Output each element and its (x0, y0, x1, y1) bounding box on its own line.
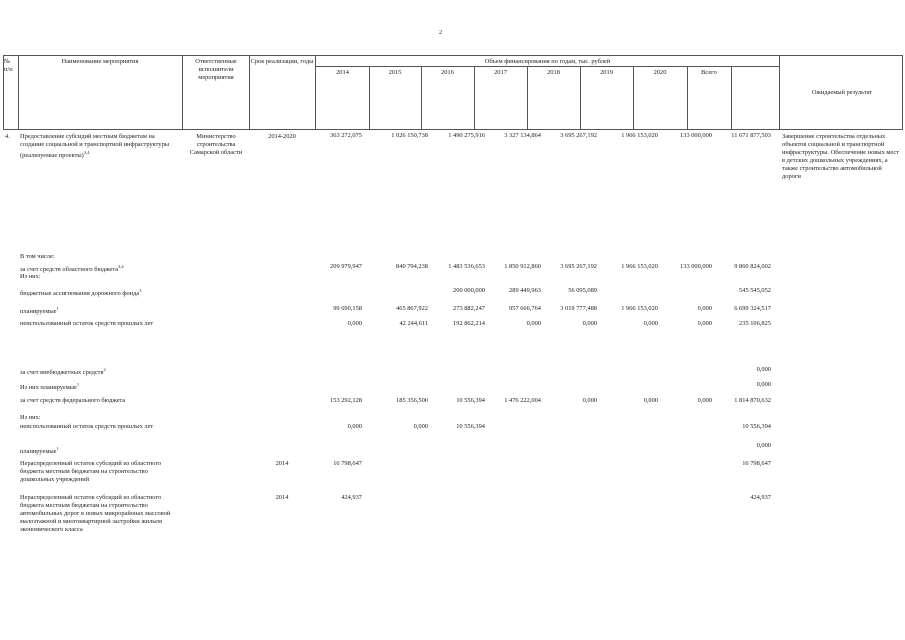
line-label: Из них планируемые$^1$ (20, 382, 80, 392)
value-cell: 1 490 275,916 (448, 132, 485, 139)
value-cell: 235 106,825 (739, 320, 771, 327)
line-label: неиспользованный остаток средств прошлых лет (20, 320, 154, 327)
value-cell: 363 272,075 (330, 132, 362, 139)
line-label: за счет средств областного бюджета$^{3,4}$ (20, 264, 124, 274)
value-cell: 273 882,247 (453, 305, 485, 312)
value-cell: 1 483 536,653 (448, 263, 485, 270)
value-cell: 192 862,214 (453, 320, 485, 327)
value-cell: 42 244,611 (399, 320, 428, 327)
value-cell: 16 798,647 (333, 460, 362, 467)
value-cell: 16 798,647 (742, 460, 771, 467)
value-cell: 209 979,947 (330, 263, 362, 270)
value-cell: 1 850 912,860 (504, 263, 541, 270)
grid-vline (779, 55, 780, 130)
value-cell: 840 794,238 (396, 263, 428, 270)
value-cell: 957 666,764 (509, 305, 541, 312)
value-cell: 0,000 (347, 423, 362, 430)
value-cell: 56 095,089 (568, 287, 597, 294)
value-cell: 3 327 134,864 (504, 132, 541, 139)
value-cell: 0,000 (697, 397, 712, 404)
value-cell: 0,000 (582, 397, 597, 404)
value-cell: 0,000 (582, 320, 597, 327)
value-cell: 289 449,963 (509, 287, 541, 294)
line-label: бюджетные ассигнования дорожного фонда$^3$ (20, 288, 142, 298)
line-label: Нераспределенный остаток субсидий из областного бюджета местным бюджетам на строительство дошкольных учреждений (20, 460, 162, 483)
value-cell: 3 019 777,488 (560, 305, 597, 312)
value-cell: 1 026 150,738 (391, 132, 428, 139)
value-cell: 9 860 824,002 (734, 263, 771, 270)
row4-resp: Министерство строительства Самарской области (189, 133, 243, 156)
line-label: за счет средств федерального бюджета (20, 397, 126, 404)
value-cell: 0,000 (413, 423, 428, 430)
value-cell: 200 000,000 (453, 287, 485, 294)
line-label: за счет внебюджетных средств$^2$ (20, 367, 106, 377)
value-cell: 0,000 (697, 320, 712, 327)
value-cell: 1 966 153,020 (621, 132, 658, 139)
line-label: планируемые$^1$ (20, 306, 59, 316)
year-header: 2019 (600, 69, 613, 76)
value-cell: 1 814 870,632 (734, 397, 771, 404)
header-resp: Ответственные исполнители мероприятия (195, 58, 237, 81)
grid-hline (316, 66, 779, 67)
value-cell: 133 000,000 (680, 132, 712, 139)
line-term: 2014 (275, 494, 289, 501)
value-cell: 1 476 222,004 (504, 397, 541, 404)
row4-expected: Завершение строительства отдельных объектов социальной и транспортной инфраструктуры. Обеспечение новых мест в детских дошкольных учреждениях, а также строительство автомобильной дороги (782, 133, 900, 180)
value-cell: 3 695 267,192 (560, 132, 597, 139)
year-header: 2015 (388, 69, 402, 76)
value-cell: 185 356,500 (396, 397, 428, 404)
value-cell: 10 556,394 (742, 423, 771, 430)
value-cell: 10 556,394 (456, 423, 485, 430)
year-header: 2018 (547, 69, 560, 76)
year-header: Всего (701, 69, 717, 76)
header-funding: Объем финансирования по годам, тыс. рублей (484, 58, 611, 65)
value-cell: 0,000 (643, 397, 658, 404)
value-cell: 6 699 324,517 (734, 305, 771, 312)
grid-vline (315, 55, 316, 130)
header-term: Срок реализации, годы (250, 58, 314, 65)
grid-hline (3, 129, 903, 130)
row4-term: 2014-2020 (268, 133, 296, 140)
value-cell: 153 292,128 (330, 397, 362, 404)
year-header: 2014 (336, 69, 349, 76)
header-expected: Ожидаемый результат (811, 89, 873, 96)
value-cell: 0,000 (756, 381, 771, 388)
value-cell: 0,000 (697, 305, 712, 312)
row4-name: Предоставление субсидий местным бюджетам на создание социальной и транспортной инфраструктуры (реализуемые проекты)$^{3,4}$ (20, 133, 170, 160)
line-term: 2014 (275, 460, 289, 467)
line-label: Из них: (20, 273, 41, 280)
line-label: Из них: (20, 414, 41, 421)
grid-vline (249, 55, 250, 130)
year-header: 2017 (494, 69, 507, 76)
value-cell: 424,937 (750, 494, 771, 501)
value-cell: 424,937 (341, 494, 362, 501)
line-label: планируемые$^1$ (20, 446, 59, 456)
value-cell: 545 545,052 (739, 287, 771, 294)
value-cell: 11 671 877,503 (731, 132, 771, 139)
grid-vline (18, 55, 19, 130)
year-header: 2016 (441, 69, 454, 76)
line-label: неиспользованный остаток средств прошлых лет (20, 423, 154, 430)
value-cell: 1 966 153,020 (621, 305, 658, 312)
value-cell: 10 556,394 (456, 397, 485, 404)
value-cell: 3 695 267,192 (560, 263, 597, 270)
grid-hline (3, 55, 903, 56)
grid-vline (731, 66, 732, 130)
value-cell: 0,000 (756, 366, 771, 373)
line-label: Нераспределенный остаток субсидий из областного бюджета местным бюджетам на строительство автомобильных дорог в новых микрорайонах массовой малоэтажной и многоквартирной застройки жильем экономического класса (20, 494, 171, 533)
value-cell: 465 867,922 (396, 305, 428, 312)
value-cell: 99 690,158 (333, 305, 362, 312)
header-num: № п/п (4, 58, 13, 73)
value-cell: 0,000 (643, 320, 658, 327)
value-cell: 0,000 (756, 442, 771, 449)
value-cell: 0,000 (526, 320, 541, 327)
header-name: Наименование мероприятия (61, 58, 139, 65)
value-cell: 133 000,000 (680, 263, 712, 270)
line-label: В том числе: (20, 253, 55, 260)
page-number: 2 (439, 30, 442, 36)
value-cell: 0,000 (347, 320, 362, 327)
row4-num: 4. (5, 133, 10, 140)
value-cell: 1 966 153,020 (621, 263, 658, 270)
year-header: 2020 (653, 69, 667, 76)
